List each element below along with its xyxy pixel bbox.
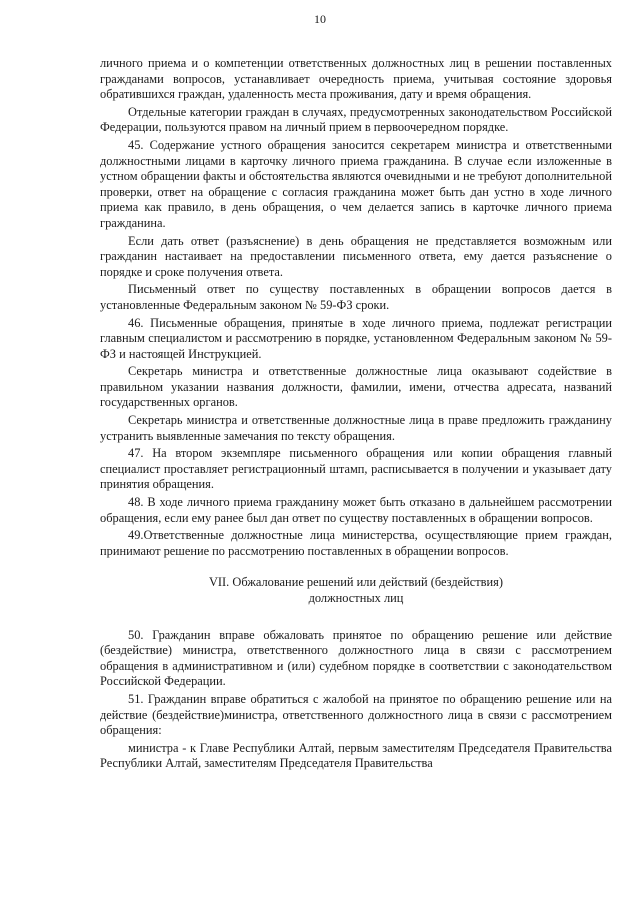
paragraphs-bottom xyxy=(100,628,612,772)
paragraph: Если дать ответ (разъяснение) в день обращения не представляется возможным или гражданин настаивает на предоставлении письменного ответа, ему дается разъяснение о порядке и сроке получения ответа. xyxy=(100,233,612,279)
page-content xyxy=(100,56,612,774)
paragraph: Секретарь министра и ответственные должностные лица оказывают содействие в правильном указании названия должности, фамилии, имени, отчества адресата, названий государственных органов. xyxy=(100,364,612,410)
section-title xyxy=(100,575,612,606)
paragraph: личного приема и о компетенции ответственных должностных лиц в решении поставленных гражданами вопросов, устанавливает очередность приема, учитывая состояние здоровья обратившихся граждан, удаленность места проживания, дату и время обращения. xyxy=(100,56,612,102)
paragraph: 47. На втором экземпляре письменного обращения или копии обращения главный специалист проставляет регистрационный штамп, расписывается в получении и указывает дату принятия обращения. xyxy=(100,446,612,492)
paragraph: Секретарь министра и ответственные должностные лица в праве предложить гражданину устранить выявленные замечания по тексту обращения. xyxy=(100,413,612,443)
paragraph: Письменный ответ по существу поставленных в обращении вопросов дается в установленные Федеральным законом № 59-ФЗ сроки. xyxy=(100,282,612,312)
paragraph: 49.Ответственные должностные лица министерства, осуществляющие прием граждан, принимают решение по рассмотрению поставленных в обращении вопросов. xyxy=(100,528,612,558)
paragraph: 46. Письменные обращения, принятые в ходе личного приема, подлежат регистрации главным специалистом и рассмотрению в порядке, установленном Федеральным законом № 59-ФЗ и настоящей Инструкцией. xyxy=(100,315,612,361)
paragraph: 48. В ходе личного приема гражданину может быть отказано в дальнейшем рассмотрении обращения, если ему ранее был дан ответ по существу поставленных в обращении вопросов. xyxy=(100,495,612,525)
page-number: 10 xyxy=(314,12,326,26)
paragraph: Отдельные категории граждан в случаях, предусмотренных законодательством Российской Федерации, пользуются правом на личный прием в первоочередном порядке. xyxy=(100,104,612,135)
paragraph: 45. Содержание устного обращения заносится секретарем министра и ответственными должностными лицами в карточку личного приема гражданина. В случае если изложенные в устном обращении факты и обстоятельства являются очевидными и не требуют дополнительной проверки, ответ на обращение с согласия гражданина может быть дан устно в ходе личного приема как правило, в день обращения, о чем делается запись в карточке личного приема гражданина. xyxy=(100,137,612,230)
section-title-line2: должностных лиц xyxy=(308,591,404,605)
paragraph: 51. Гражданин вправе обратиться с жалобой на принятое по обращению решение или на действие (бездействие)министра, ответственного должностного лица в связи с рассмотрением обращения: xyxy=(100,691,612,738)
paragraph: министра - к Главе Республики Алтай, первым заместителям Председателя Правительства Республики Алтай, заместителям Председателя Правительства xyxy=(100,740,612,771)
section-title-line1: VII. Обжалование решений или действий (бездействия) xyxy=(208,575,503,590)
paragraph: 50. Гражданин вправе обжаловать принятое по обращению решение или действие (бездействие) министра, ответственного должностного лица в связи с рассмотрением обращения в административном и (или) судебном порядке в соответствии с законодательством Российской Федерации. xyxy=(100,627,612,689)
paragraphs-top xyxy=(100,56,612,559)
